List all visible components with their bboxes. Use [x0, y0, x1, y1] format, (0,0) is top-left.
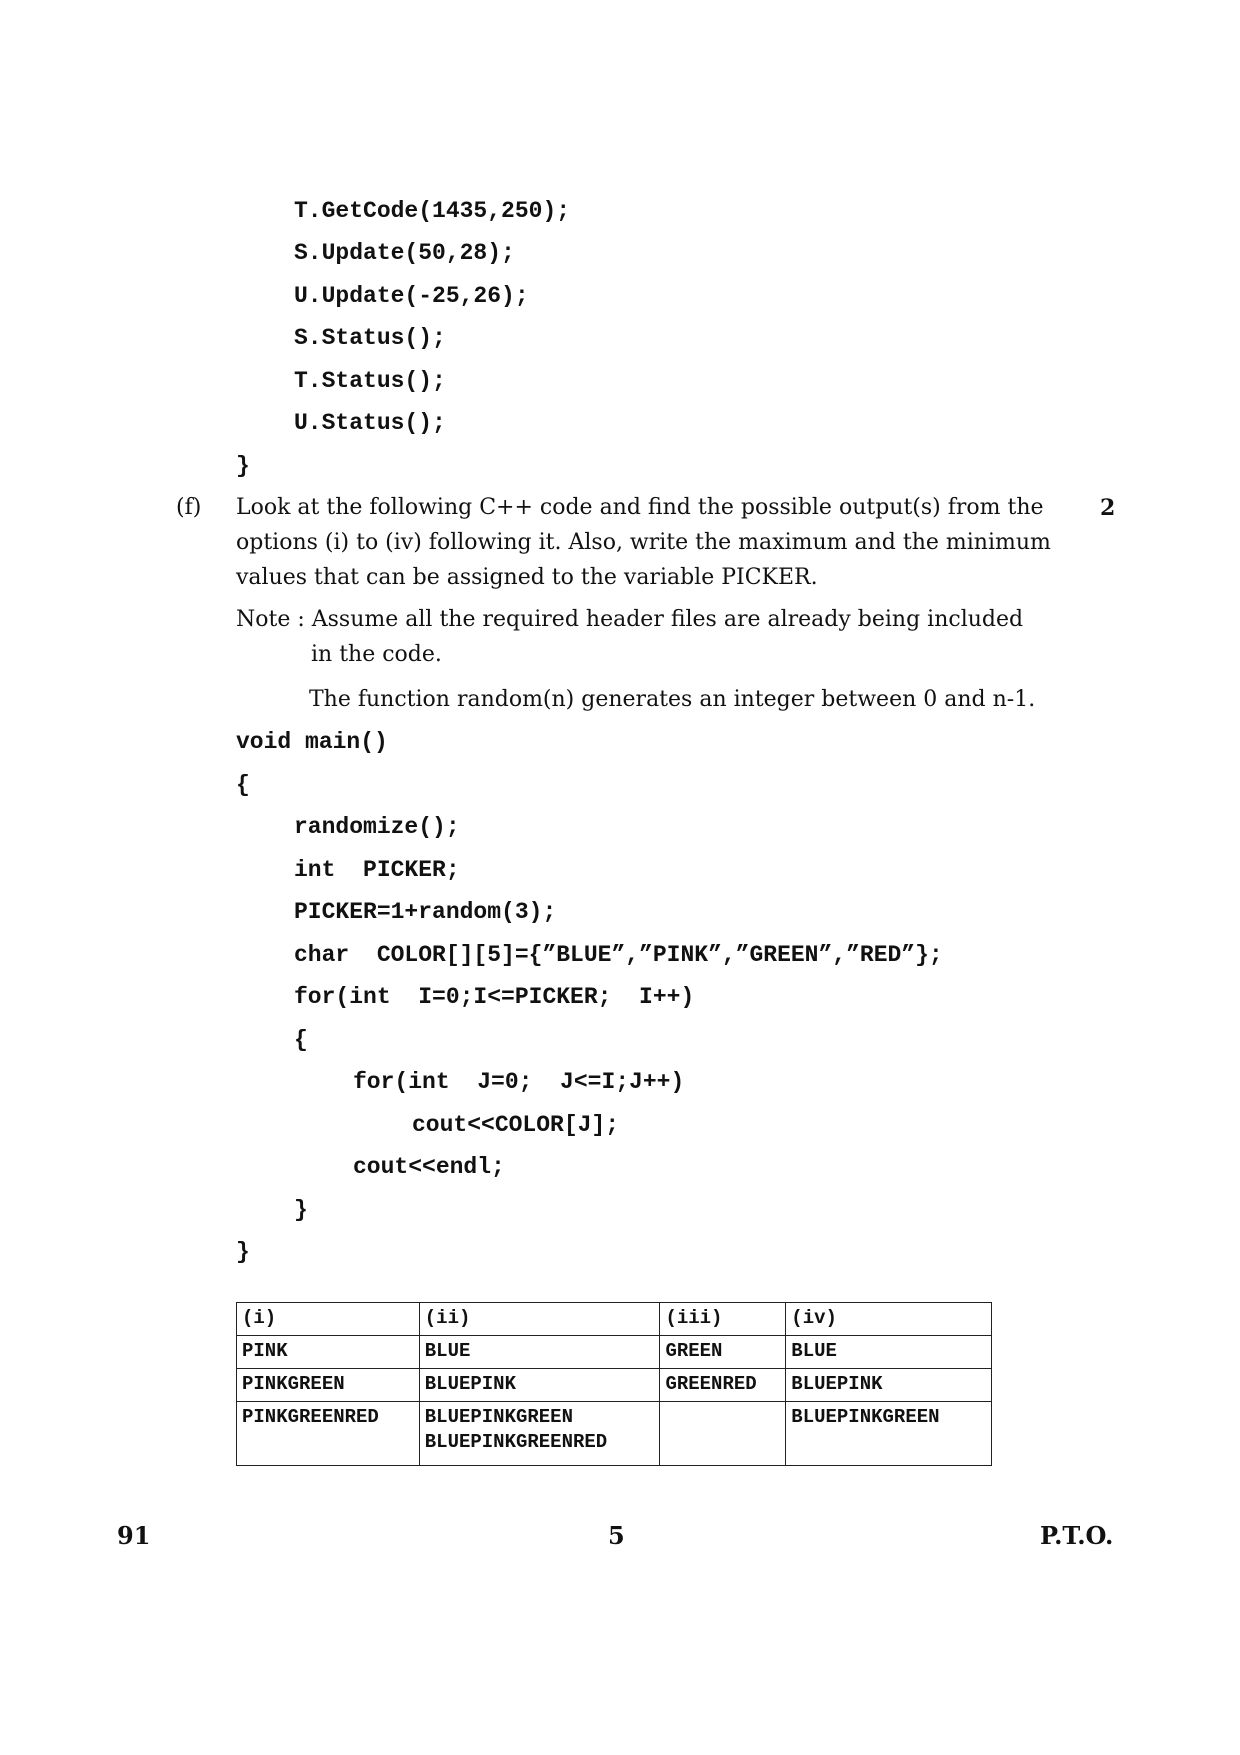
options-table — [236, 1302, 992, 1466]
table-header-cell: (iii) — [660, 1303, 786, 1336]
table-cell: BLUE — [786, 1336, 992, 1369]
table-header-cell: (iv) — [786, 1303, 992, 1336]
code-line: for(int I=0;I<=PICKER; I++) — [294, 984, 695, 1010]
table-cell-line: BLUEPINKGREEN — [424, 1406, 573, 1428]
table-cell: BLUEPINK — [419, 1369, 660, 1402]
code-line: } — [236, 1239, 250, 1265]
table-row — [237, 1336, 992, 1369]
table-row — [237, 1402, 992, 1466]
pto-label: P.T.O. — [1040, 1521, 1114, 1550]
table-header-row — [237, 1303, 992, 1336]
page-number: 5 — [608, 1521, 625, 1550]
table-cell-line: BLUEPINKGREENRED — [424, 1431, 608, 1453]
code-line: { — [236, 772, 250, 798]
table-cell: PINKGREENRED — [237, 1402, 420, 1466]
question-marks: 2 — [1100, 495, 1116, 521]
note-line: in the code. — [311, 642, 442, 667]
code-line: char COLOR[][5]={”BLUE”,”PINK”,”GREEN”,”RED”}; — [294, 942, 943, 968]
code-line: PICKER=1+random(3); — [294, 899, 557, 925]
table-cell: PINKGREEN — [237, 1369, 420, 1402]
table-cell: BLUEPINK — [786, 1369, 992, 1402]
table-cell — [419, 1402, 660, 1466]
code-line: randomize(); — [294, 814, 460, 840]
question-label: (f) — [176, 495, 202, 520]
code-line: T.GetCode(1435,250); — [294, 198, 571, 224]
code-line: cout<<COLOR[J]; — [412, 1112, 620, 1138]
code-close-brace: } — [236, 453, 250, 479]
table-row — [237, 1369, 992, 1402]
code-line: T.Status(); — [294, 368, 446, 394]
table-cell: GREEN — [660, 1336, 786, 1369]
code-line: { — [294, 1027, 308, 1053]
footer-code-number: 91 — [117, 1521, 151, 1550]
code-line: cout<<endl; — [353, 1154, 505, 1180]
note-line: The function random(n) generates an integer between 0 and n-1. — [309, 687, 1036, 712]
question-text-line: values that can be assigned to the variable PICKER. — [236, 565, 818, 590]
table-cell — [660, 1402, 786, 1466]
code-line: void main() — [236, 729, 388, 755]
question-text-line: options (i) to (iv) following it. Also, write the maximum and the minimum — [236, 530, 1051, 555]
table-header-cell: (ii) — [419, 1303, 660, 1336]
code-line: S.Status(); — [294, 325, 446, 351]
table-cell: PINK — [237, 1336, 420, 1369]
code-line: S.Update(50,28); — [294, 240, 515, 266]
table-cell: GREENRED — [660, 1369, 786, 1402]
code-line: for(int J=0; J<=I;J++) — [353, 1069, 685, 1095]
table-header-cell: (i) — [237, 1303, 420, 1336]
table-cell: BLUEPINKGREEN — [786, 1402, 992, 1466]
code-line: U.Update(-25,26); — [294, 283, 529, 309]
question-text-line: Look at the following C++ code and find the possible output(s) from the — [236, 495, 1044, 520]
code-line: int PICKER; — [294, 857, 460, 883]
code-line: U.Status(); — [294, 410, 446, 436]
table-cell: BLUE — [419, 1336, 660, 1369]
note-line: Note : Assume all the required header files are already being included — [236, 607, 1024, 632]
code-line: } — [294, 1197, 308, 1223]
